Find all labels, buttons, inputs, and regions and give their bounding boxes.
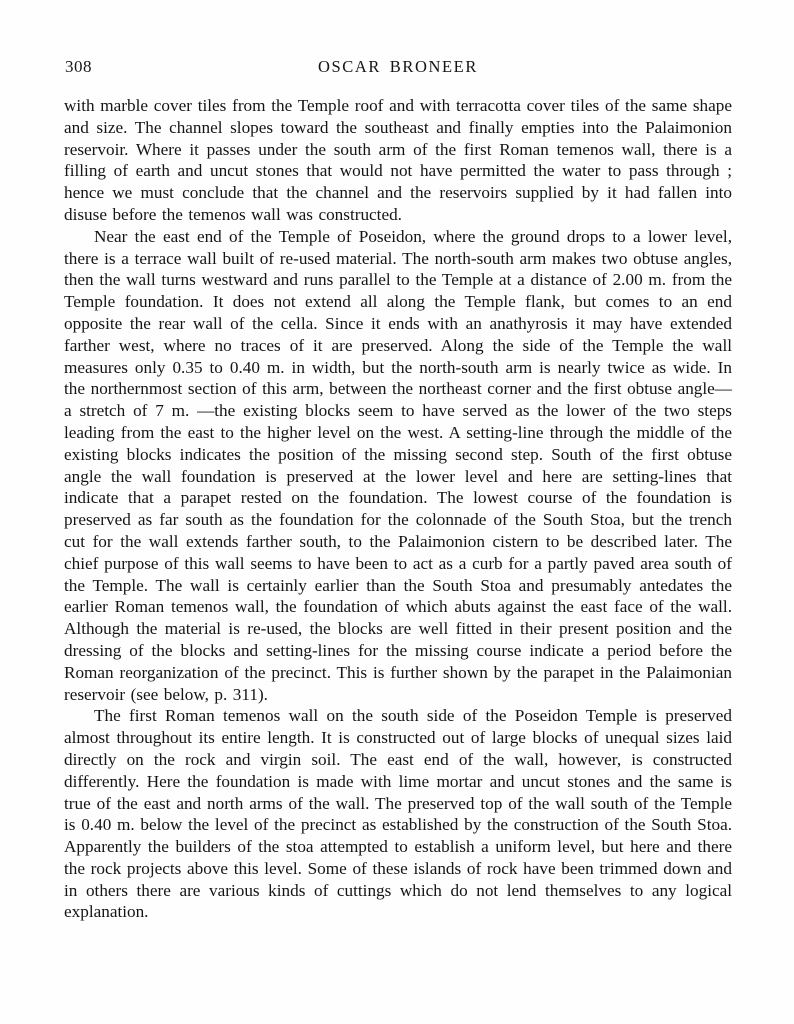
running-head: OSCAR BRONEER: [318, 57, 478, 76]
page-header: [64, 57, 732, 79]
article-body: [64, 95, 732, 923]
paragraph-continuation: with marble cover tiles from the Temple roof and with terracotta cover tiles of the same shape and size. The channel slopes toward the southeast and finally empties into the Palaimonion reservoir. Where it passes under the south arm of the first Roman temenos wall, there is a filling of earth and uncut stones that would not have permitted the water to pass through ; hence we must conclude that the channel and the reservoirs supplied by it had fallen into disuse before the temenos wall was constructed.: [64, 96, 732, 224]
paragraph: The first Roman temenos wall on the south side of the Poseidon Temple is preserved almost throughout its entire length. It is constructed out of large blocks of unequal sizes laid directly on the rock and virgin soil. The east end of the wall, however, is constructed differently. Here the foundation is made with lime mortar and uncut stones and the same is true of the east and north arms of the wall. The preserved top of the wall south of the Temple is 0.40 m. below the level of the precinct as established by the construction of the South Stoa. Apparently the builders of the stoa attempted to establish a uniform level, but here and there the rock projects above this level. Some of these islands of rock have been trimmed down and in others there are various kinds of cuttings which do not lend themselves to any logical explanation.: [64, 706, 732, 922]
page-number: 308: [65, 57, 92, 76]
paragraph: Near the east end of the Temple of Poseidon, where the ground drops to a lower level, there is a terrace wall built of re-used material. The north-south arm makes two obtuse angles, then the wall turns westward and runs parallel to the Temple at a distance of 2.00 m. from the Temple foundation. It does not extend all along the Temple flank, but comes to an end opposite the rear wall of the cella. Since it ends with an anathyrosis it may have extended farther west, where no traces of it are preserved. Along the side of the Temple the wall measures only 0.35 to 0.40 m. in width, but the north-south arm is nearly twice as wide. In the northernmost section of this arm, between the northeast corner and the first obtuse angle—a stretch of 7 m. —the existing blocks seem to have served as the lower of the two steps leading from the east to the higher level on the west. A setting-line through the middle of the existing blocks indicates the position of the missing second step. South of the first obtuse angle the wall foundation is preserved at the lower level and here are setting-lines that indicate that a parapet rested on the foundation. The lowest course of the foundation is preserved as far south as the foundation for the colonnade of the South Stoa, but the trench cut for the wall extends farther south, to the Palaimonion cistern to be described later. The chief purpose of this wall seems to have been to act as a curb for a partly paved area south of the Temple. The wall is certainly earlier than the South Stoa and presumably antedates the earlier Roman temenos wall, the foundation of which abuts against the east face of the wall. Although the material is re-used, the blocks are well fitted in their present position and the dressing of the blocks and setting-lines for the missing course indicate a period before the Roman reorganization of the precinct. This is further shown by the parapet in the Palaimonian reservoir (see below, p. 311).: [64, 226, 732, 704]
